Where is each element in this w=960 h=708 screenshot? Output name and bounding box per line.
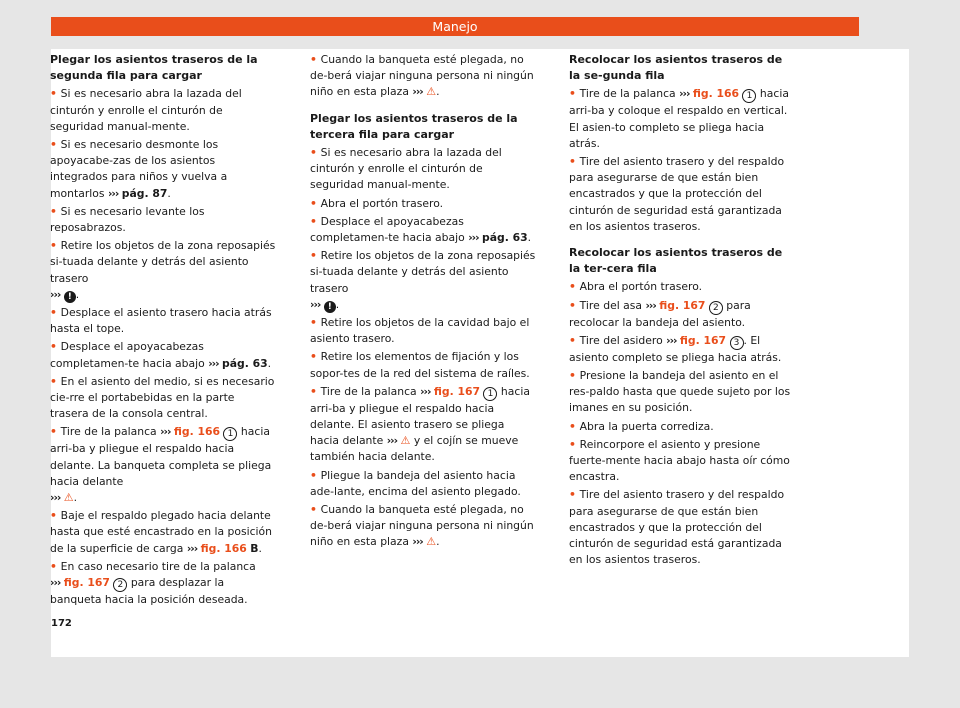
bullet-icon: •: [50, 374, 61, 388]
figure-link[interactable]: fig. 166: [692, 87, 740, 101]
arrow-icon: ›››: [645, 298, 656, 312]
list-item: • Tire del asiento trasero y del respaldo para asegurarse de que están bien encastrados y que la protección del cinturón de seguridad está garantizada en los asientos traseros.: [569, 155, 785, 233]
arrow-icon: ›››: [50, 287, 61, 301]
heading-fold-third-row: Plegar los asientos traseros de la tercera fila para cargar: [310, 111, 518, 141]
callout-number: 1: [742, 89, 756, 103]
list-item: • Baje el respaldo plegado hacia delante hasta que esté encastrado en la posición de la superficie de carga ››› fig. 166 B.: [50, 509, 272, 555]
list-item: • Retire los objetos de la cavidad bajo el asiento trasero.: [310, 316, 530, 346]
arrow-icon: ›››: [412, 85, 423, 99]
column-1: [50, 52, 276, 610]
list-item: • Tire del asa ››› fig. 167 2 para recolocar la bandeja del asiento.: [569, 298, 751, 329]
warning-icon: ⚠: [426, 85, 437, 99]
list-item: • Si es necesario levante los reposabrazos.: [50, 204, 205, 235]
arrow-icon: ›››: [208, 356, 219, 370]
bullet-icon: •: [569, 298, 580, 312]
callout-number: 1: [483, 387, 497, 401]
attention-icon: !: [64, 291, 76, 303]
list-item: • Pliegue la bandeja del asiento hacia ade-lante, encima del asiento plegado.: [310, 468, 521, 498]
list-item: • Si es necesario abra la lazada del cinturón y enrolle el cinturón de seguridad manual-mente.: [310, 146, 502, 192]
column-2: [310, 52, 536, 553]
figure-link[interactable]: fig. 167: [433, 384, 481, 398]
bullet-icon: •: [310, 468, 321, 482]
bullet-icon: •: [310, 384, 321, 398]
figure-link[interactable]: fig. 166: [173, 425, 221, 439]
callout-number: 2: [709, 301, 723, 315]
list-item: • Tire de la palanca ››› fig. 166 1 hacia arri-ba y pliegue el respaldo hacia delante. La banqueta completa se pliega hacia delante ››› ⚠.: [50, 425, 272, 505]
section-header: Manejo: [51, 17, 859, 36]
arrow-icon: ›››: [107, 186, 119, 200]
page-link[interactable]: pág. 63: [481, 231, 528, 245]
arrow-icon: ›››: [468, 231, 479, 245]
bullet-icon: •: [50, 559, 61, 573]
list-item: • Si es necesario desmonte los apoyacabe-zas de los asientos integrados para niños y vuelva a montarlos ››› pág. 87.: [50, 138, 228, 200]
bullet-icon: •: [310, 214, 321, 228]
bullet-icon: •: [310, 350, 321, 364]
bullet-icon: •: [569, 488, 580, 502]
list-item: • Tire del asidero ››› fig. 167 3 . El asiento completo se pliega hacia atrás.: [569, 333, 782, 364]
figure-link[interactable]: fig. 167: [63, 576, 110, 590]
heading-restore-second-row: Recolocar los asientos traseros de la se-gunda fila: [569, 53, 783, 83]
bullet-icon: •: [310, 249, 321, 263]
bullet-icon: •: [50, 425, 61, 439]
bullet-icon: •: [50, 204, 61, 218]
bullet-icon: •: [310, 196, 321, 210]
arrow-icon: ›››: [666, 333, 677, 347]
bullet-icon: •: [310, 53, 321, 66]
bullet-icon: •: [50, 239, 61, 253]
list-item: • Reincorpore el asiento y presione fuerte-mente hacia abajo hasta oír cómo encastra.: [569, 437, 790, 484]
bullet-icon: •: [569, 437, 580, 451]
list-item: • Abra el portón trasero.: [569, 280, 703, 294]
page-link[interactable]: pág. 87: [121, 186, 168, 200]
heading-fold-second-row: Plegar los asientos traseros de la segunda fila para cargar: [50, 53, 258, 83]
list-item: • Cuando la banqueta esté plegada, no de-berá viajar ninguna persona ni ningún niño en esta plaza ››› ⚠.: [310, 53, 534, 99]
column-3: [569, 52, 795, 570]
bullet-icon: •: [310, 146, 321, 160]
figure-link[interactable]: fig. 166: [200, 541, 247, 555]
list-item: • Si es necesario abra la lazada del cinturón y enrolle el cinturón de seguridad manual-mente.: [50, 87, 242, 133]
list-item: • Tire de la palanca ››› fig. 167 1 hacia arri-ba y pliegue el respaldo hacia delante. El asiento trasero se pliega hacia delante ››› ⚠ y el cojín se mueve también hacia delante.: [310, 384, 530, 464]
bullet-icon: •: [569, 333, 580, 347]
bullet-icon: •: [310, 503, 321, 517]
bullet-icon: •: [569, 155, 580, 169]
warning-icon: ⚠: [400, 434, 411, 448]
page-number: 172: [51, 618, 72, 629]
bullet-icon: •: [569, 369, 580, 383]
list-item: • Cuando la banqueta esté plegada, no de-berá viajar ninguna persona ni ningún niño en esta plaza ››› ⚠.: [310, 503, 534, 549]
figure-link[interactable]: fig. 167: [679, 333, 727, 347]
list-item: • En el asiento del medio, si es necesario cie-rre el portabebidas en la parte trasera de la consola central.: [50, 374, 275, 421]
list-item: • Retire los objetos de la zona reposapiés si-tuada delante y detrás del asiento trasero ››› ! .: [50, 239, 276, 302]
list-item: • Desplace el asiento trasero hacia atrás hasta el tope.: [50, 306, 272, 336]
list-item: • Presione la bandeja del asiento en el res-paldo hasta que quede sujeto por los imanes en su posición.: [569, 369, 791, 415]
bullet-icon: •: [569, 280, 580, 294]
bullet-icon: •: [50, 138, 61, 152]
list-item: • Retire los objetos de la zona reposapiés si-tuada delante y detrás del asiento trasero ››› ! .: [310, 249, 536, 312]
arrow-icon: ›››: [420, 384, 431, 398]
arrow-icon: ›››: [310, 297, 321, 311]
bullet-icon: •: [50, 509, 61, 523]
list-item: • Tire del asiento trasero y del respaldo para asegurarse de que están bien encastrados y que la protección del cinturón de seguridad está garantizada en los asientos traseros.: [569, 488, 785, 567]
bullet-icon: •: [569, 419, 580, 433]
arrow-icon: ›››: [412, 535, 423, 549]
list-item: • Tire de la palanca ››› fig. 166 1 hacia arri-ba y coloque el respaldo en vertical. El asien-to completo se pliega hacia atrás.: [569, 87, 789, 150]
arrow-icon: ›››: [679, 87, 690, 101]
list-item: • Desplace el apoyacabezas completamen-te hacia abajo ››› pág. 63.: [310, 214, 532, 245]
arrow-icon: ›››: [386, 434, 398, 448]
warning-icon: ⚠: [63, 491, 74, 505]
callout-number: 1: [223, 427, 237, 441]
bullet-icon: •: [50, 340, 61, 354]
heading-restore-third-row: Recolocar los asientos traseros de la ter-cera fila: [569, 246, 783, 276]
arrow-icon: ›››: [186, 541, 198, 555]
bullet-icon: •: [50, 306, 61, 320]
figure-link[interactable]: fig. 167: [659, 298, 706, 312]
list-item: • En caso necesario tire de la palanca ››› fig. 167 2 para desplazar la banqueta hacia la posición deseada.: [50, 559, 256, 607]
arrow-icon: ›››: [50, 576, 61, 590]
list-item: • Desplace el apoyacabezas completamen-te hacia abajo ››› pág. 63.: [50, 340, 272, 370]
list-item: • Retire los elementos de fijación y los sopor-tes de la red del sistema de raíles.: [310, 350, 530, 380]
arrow-icon: ›››: [50, 491, 61, 505]
attention-icon: !: [324, 301, 336, 313]
list-item: • Abra la puerta corrediza.: [569, 419, 714, 433]
warning-icon: ⚠: [426, 535, 437, 549]
callout-number: 3: [730, 336, 744, 350]
arrow-icon: ›››: [160, 425, 171, 439]
bullet-icon: •: [569, 87, 580, 101]
bullet-icon: •: [50, 87, 61, 101]
list-item: • Abra el portón trasero.: [310, 196, 444, 210]
page-link[interactable]: pág. 63: [221, 356, 268, 370]
bullet-icon: •: [310, 316, 321, 330]
callout-number: 2: [113, 578, 127, 592]
